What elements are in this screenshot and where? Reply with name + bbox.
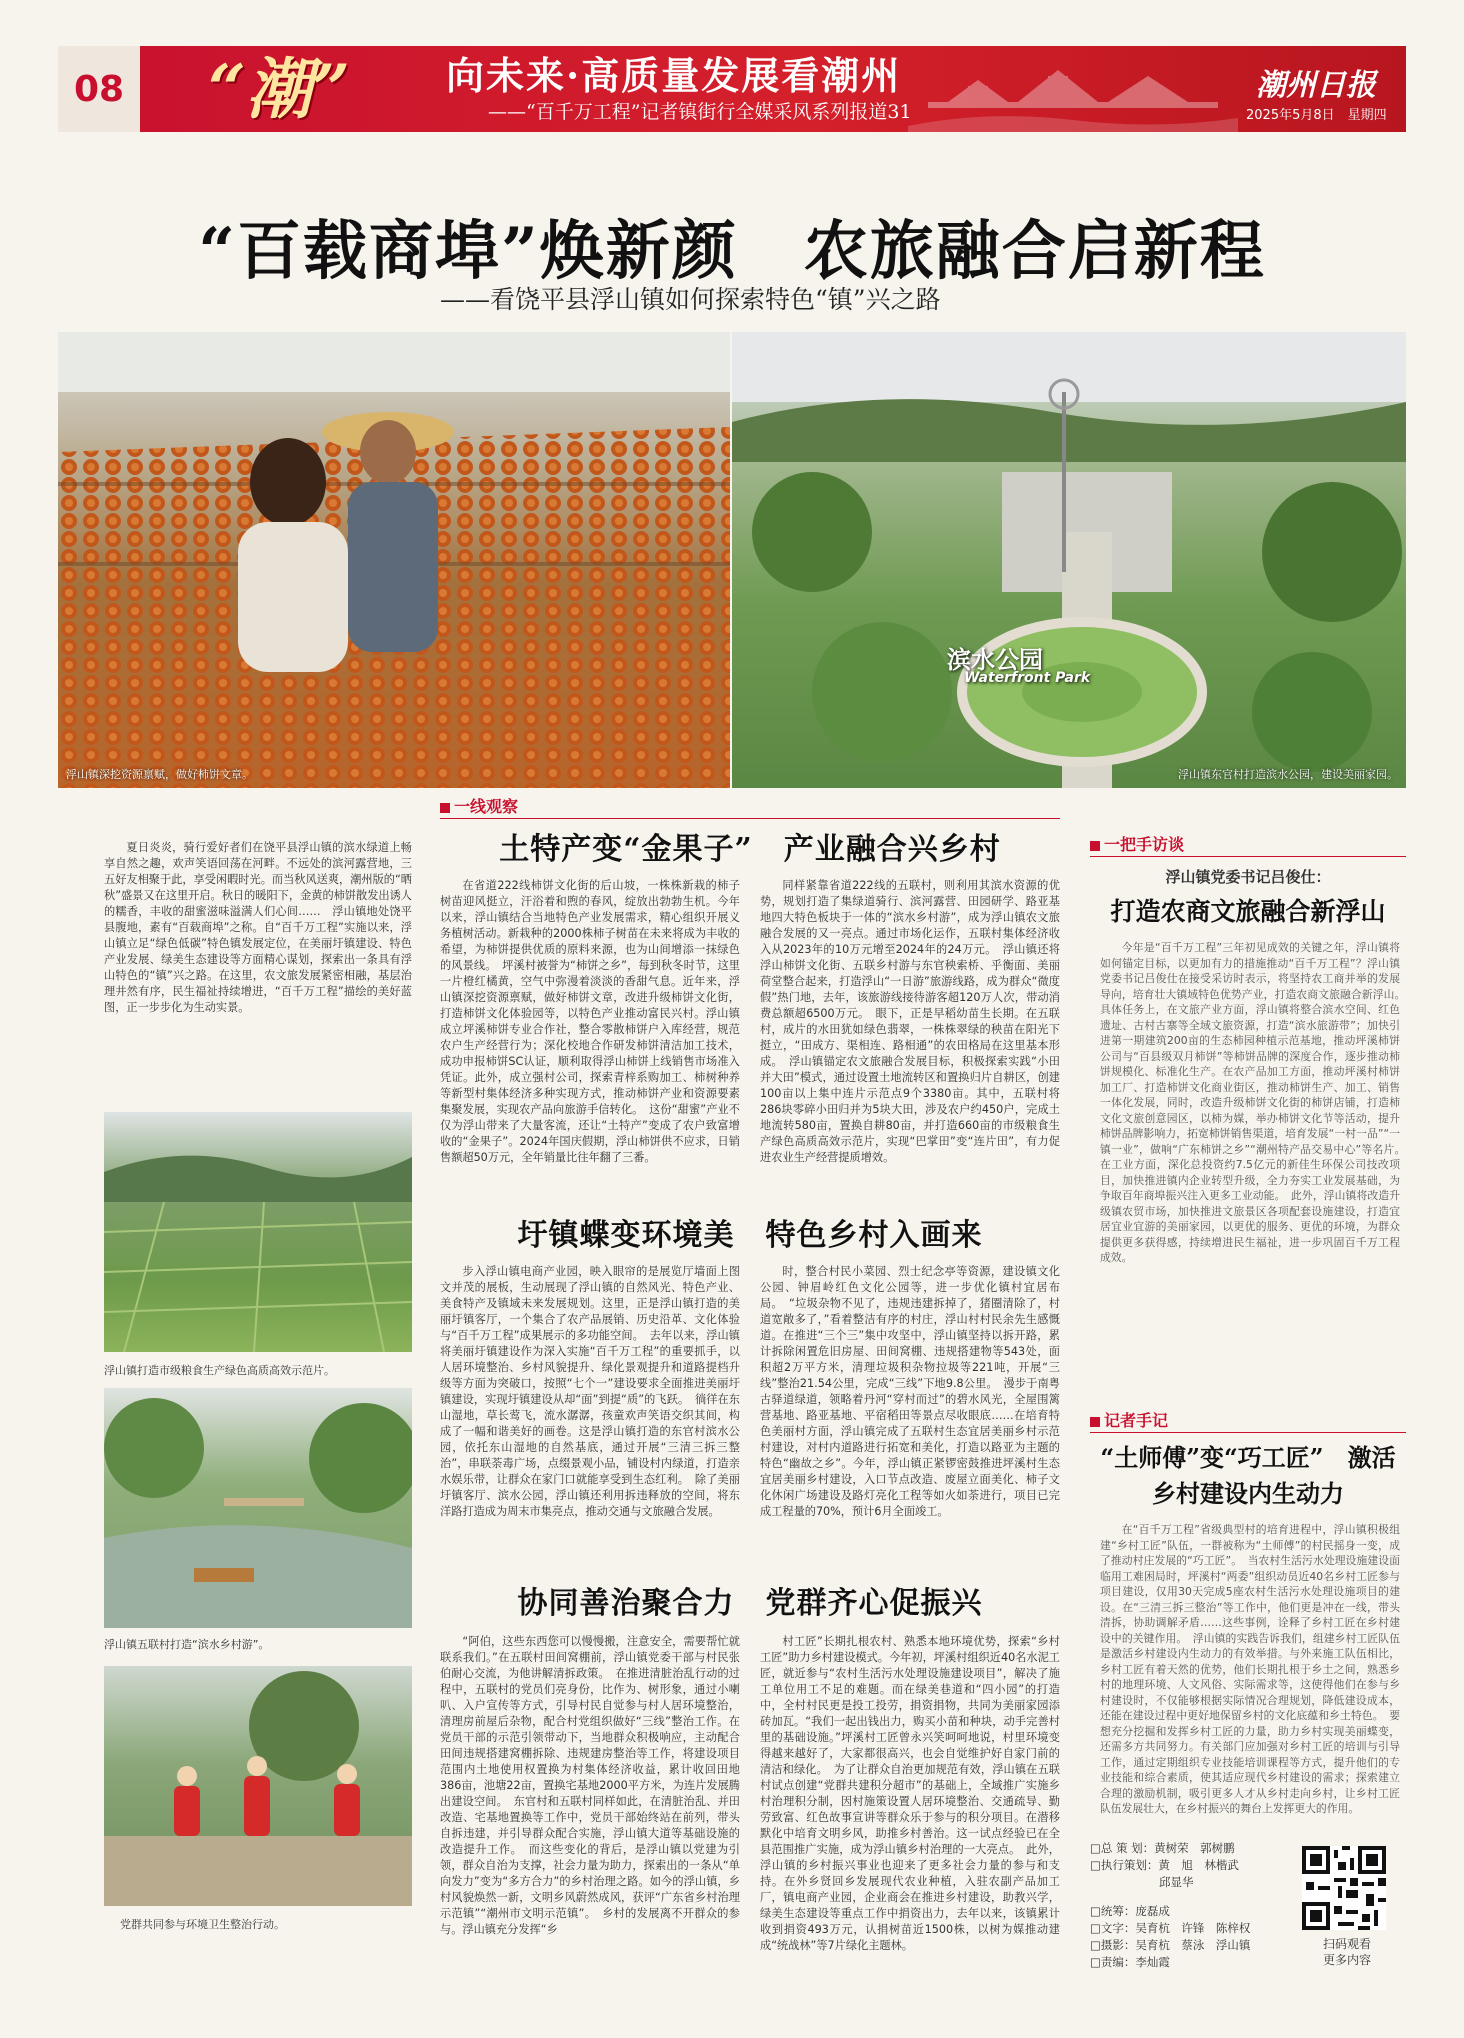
rice-fields-caption: 浮山镇打造市级粮食生产绿色高质高效示范片。 bbox=[104, 1364, 335, 1377]
persimmon-drying-photo bbox=[58, 332, 730, 788]
newspaper-name: 潮州日报 bbox=[1256, 68, 1376, 103]
park-photo-caption: 浮山镇东官村打造滨水公园，建设美丽家园。 bbox=[1178, 768, 1398, 781]
section-tag-frontline: 一线观察 bbox=[440, 794, 518, 817]
main-headline: “百载商埠”焕新颜 农旅融合启新程 bbox=[198, 214, 1266, 289]
riverside-village-photo bbox=[104, 1388, 412, 1628]
interview-body bbox=[1100, 940, 1411, 1266]
series-subtitle: ——“百千万工程”记者镇街行全媒采风系列报道31 bbox=[488, 101, 912, 123]
persimmon-photo-caption: 浮山镇深挖资源禀赋，做好柿饼文章。 bbox=[66, 768, 253, 781]
credit-line: □责编：李灿霞 bbox=[1090, 1955, 1170, 1969]
section-tag-notes: 记者手记 bbox=[1090, 1408, 1168, 1431]
park-sign-chinese: 滨水公园 bbox=[947, 646, 1043, 674]
credit-line: □执行策划：黄 旭 林楷武 bbox=[1090, 1858, 1239, 1872]
section1-col1 bbox=[440, 878, 740, 1166]
interview-speaker: 浮山镇党委书记吕俊仕： bbox=[1165, 868, 1331, 886]
interview-text: 今年是“百千万工程”三年初见成效的关键之年，浮山镇将如何锚定目标，以更加有力的措施推动“百千万工程”？浮山镇党委书记吕俊仕在接受采访时表示，将坚持农工商并举的发展导向，培育壮大镇域特色优势产业，打造农商文旅融合新浮山。 具体任务上，在文旅产业方面，浮山镇将整合滨水空间、红色遗址、古村古寨等全域文旅资源，打造“滨水旅游带”；加快引进第一期建筑200亩的生态柿园种植示范基地，推动坪溪柿饼公司与“百县级双月柿饼”等柿饼品牌的深度合作，逐步推动柿饼规模化、标准化生产。在农产品加工方面，推动坪溪村柿饼加工厂、打造柿饼文化商业街区，推动柿饼生产、加工、销售一体化发展，同时，改造升级柿饼文化街的柿饼店铺，打造柿文化文旅创意园区，以柿为媒，举办柿饼文化节等活动，提升柿饼品牌影响力，拓宽柿饼销售渠道，培育发展“一村一品”“一镇一业”，做响“广东柿饼之乡”“潮州特产品交易中心”等名片。 在工业方面，深化总投资约7.5亿元的新佳生环保公司技改项目，加快推进镇内企业转型升级，全力夯实工业发展基础，为争取百年商埠振兴注入更多工业动能。 此外，浮山镇将改造升级镇农贸市场，加快推进文旅景区各项配套设施建设，打造宜居宜业宜游的美丽家园，以更优的服务、更优的环境，为群众提供更多获得感，持续增进民生福祉，进一步巩固百千万工程成效。 bbox=[1100, 941, 1411, 1264]
qr-pattern-icon bbox=[1302, 1846, 1386, 1930]
section1-title: 土特产变“金果子” 产业融合兴乡村 bbox=[499, 832, 1001, 867]
waterfront-park-photo bbox=[732, 332, 1406, 788]
volunteers-caption: 党群共同参与环境卫生整治行动。 bbox=[120, 1918, 285, 1931]
credits-block bbox=[1090, 1840, 1290, 1971]
credit-line: 邱显华 bbox=[1090, 1875, 1194, 1889]
section3-col2-text: 村工匠”长期扎根农村、熟悉本地环境优势，探索“乡村工匠”助力乡村建设模式。今年初，坪溪村组织近40名水泥工匠，就近参与“农村生活污水处理设施建设项目”，解决了施工单位用工不足的难题。而在绿美巷道和“四小园”的打造中，全村村民更是投工投劳，捐资捐物，共同为美丽家园添砖加瓦。“我们一起出钱出力，购买小苗和种块，动手完善村里的基础设施。”坪溪村工匠曾永兴笑呵呵地说，村里环境变得越来越好了，大家都很高兴，也会自觉维护好自家门前的清洁和绿化。 为了让群众自治更加规范有效，浮山镇在五联村试点创建“党群共建积分超市”的基础上，全域推广实施乡村治理积分制，因村施策设置人居环境整治、交通疏导、勤劳致富、红色故事宣讲等群众乐于参与的积分项目。在潜移默化中培育文明乡风，助推乡村善治。这一试点经验已在全县范围推广实施，成为浮山镇乡村治理的一大亮点。 此外，浮山镇的乡村振兴事业也迎来了更多社会力量的参与和支持。在外乡贤回乡发展现代农业种植，入驻农副产品加工厂，镇电商产业园，企业商会在推进乡村建设，助教兴学，绿美生态建设等重点工作中捐资出力，去年以来，该镇累计收到捐资493万元，认捐树苗近1500株，以树为媒推动建成“统战林”等7片绿化主题林。 bbox=[760, 1635, 1060, 1952]
qr-hint-text: 扫码观看 更多内容 bbox=[1322, 1937, 1371, 1967]
notes-title: “土师傅”变“巧工匠” 激活乡村建设内生动力 bbox=[1100, 1443, 1396, 1508]
masthead-banner bbox=[58, 46, 1406, 132]
section3-col1-text: “阿伯，这些东西您可以慢慢搬，注意安全，需要帮忙就联系我们。”在五联村田间窝棚前，浮山镇党委干部与村民张伯耐心交流，为他讲解清拆政策。 在推进清脏治乱行动的过程中，五联村的党员们亮身份，比作为、树形象，通过小喇叭、入户宣传等方式，引导村民自觉参与村人居环境整治，清理房前屋后杂物，配合村党组织做好“三线”整治工作。在党员干部的示范引领带动下，当地群众积极响应，主动配合田间违规搭建窝棚拆除、违规建房整治等工作，将建设项目范围内土地使用权置换为村集体经济收益，累计收回田地386亩，池塘22亩，置换宅基地2000平方米，为连片发展腾出建设空间。 东官村和五联村同样如此，在清脏治乱、并田改造、宅基地置换等工作中，党员干部始终站在前列，带头自拆违建，并引导群众配合实施，浮山镇大道等基础设施的改造提升工作。 而这些变化的背后，是浮山镇以党建为引领，群众自治为支撑，社会力量为助力，探索出的一条从“单向发力”变为“多方合力”的乡村治理之路。如今的浮山镇，乡村风貌焕然一新，文明乡风蔚然成风，获评“广东省乡村治理示范镇”“潮州市文明示范镇”。 乡村的发展离不开群众的参与。浮山镇充分发挥“乡 bbox=[440, 1635, 740, 1936]
issue-date: 2025年5月8日 星期四 bbox=[1246, 108, 1387, 123]
volunteers-icon bbox=[104, 1666, 412, 1906]
park-sign-english: Waterfront Park bbox=[964, 670, 1091, 686]
section3-col2 bbox=[760, 1634, 1060, 1954]
section3-col1 bbox=[440, 1634, 740, 1938]
sub-headline: ——看饶平县浮山镇如何探索特色“镇”兴之路 bbox=[440, 285, 941, 314]
section-tag-interview: 一把手访谈 bbox=[1090, 832, 1184, 855]
intro-text: 夏日炎炎，骑行爱好者们在饶平县浮山镇的滨水绿道上畅享自然之趣，欢声笑语回荡在河畔。不远处的滨河露营地，三五好友相聚于此，享受闲暇时光。而当秋风送爽，潮州版的“晒秋”盛景又在这里开启。秋日的暖阳下，金黄的柿饼散发出诱人的糯香，丰收的甜蜜滋味溢满人们心间…… 浮山镇地处饶平县腹地，素有“百载商埠”之称。自“百千万工程”实施以来，浮山镇立足“绿色低碳”特色镇发展定位，在美丽圩镇建设、特色产业发展、绿美生态建设等方面精心谋划，探索出一条具有浮山特色的“镇”兴之路。在这里，农文旅发展紧密相融，基层治理井然有序，民生福祉持续增进，“百千万工程”描绘的美好蓝图，正一步步化为生动实景。 bbox=[104, 841, 412, 1014]
credit-line: □摄影：吴育杭 蔡泳 浮山镇 bbox=[1090, 1938, 1251, 1952]
volunteers-photo bbox=[104, 1666, 412, 1906]
section1-col2 bbox=[760, 878, 1060, 1166]
persimmon-scene-icon bbox=[58, 332, 730, 788]
section2-col2 bbox=[760, 1264, 1060, 1520]
park-scene-icon bbox=[732, 332, 1406, 788]
qr-code-icon[interactable] bbox=[1302, 1846, 1386, 1930]
section2-col1-text: 步入浮山镇电商产业园，映入眼帘的是展览厅墙面上图文并茂的展板，生动展现了浮山镇的自然风光、特色产业、美食特产及镇域未来发展规划。这里，正是浮山镇打造的美丽圩镇客厅，一个集合了农产品展销、历史沿革、文化体验与“百千万工程”成果展示的多功能空间。 去年以来，浮山镇将美丽圩镇建设作为深入实施“百千万工程”的重要抓手，以人居环境整治、乡村风貌提升、绿化景观提升和道路提档升级等方面为突破口，按照“七个一”建设要求全面推进美丽圩镇建设，实现圩镇建设从却“面”到提“质”的飞跃。 徜徉在东山湿地，草长莺飞，流水潺潺，孩童欢声笑语交织其间，构成了一幅和谐美好的画卷。这是浮山镇打造的东官村滨水公园，依托东山湿地的自然基底，通过开展“三清三拆三整治”，串联荼毒广场，点缀景观小品，铺设村内绿道，打造亲水娱乐带，让群众在家门口就能享受到生态红利。 除了美丽圩镇客厅、滨水公园，浮山镇还利用拆违释放的空间，将东洋路打造成为周末市集亮点，推动交通与文旅融合发展。 bbox=[440, 1265, 740, 1518]
pavilion-silhouette-icon bbox=[908, 46, 1238, 132]
section1-col2-text: 同样紧靠省道222线的五联村，则利用其滨水资源的优势，规划打造了集绿道骑行、滨河露营、田园研学、路亚基地四大特色板块于一体的“滨水乡村游”，成为浮山镇农文旅融合发展的又一亮点。通过市场化运作，五联村集体经济收入从2023年的10万元增至2024年的24万元。 浮山镇还将浮山柿饼文化街、五联乡村游与东官秧索桥、乎衡面、美丽荷堂整合起来，打造浮山“一日游”旅游线路，成为群众“微度假”热门地，去年，该旅游线接待游客超120万人次，带动消费总额超6500万元。 眼下，正是早稻幼苗生长期。在五联村，成片的水田犹如绿色翡翠，一株株翠绿的秧苗在阳光下挺立，“田成方、渠相连、路相通”的农田格局在这里基本形成。 浮山镇锚定农文旅融合发展目标，积极探索实践“小田并大田”模式，通过设置土地流转区和置换归片自耕区，创建100亩以上集中连片示范点9个3380亩。其中，五联村将286块零碎小田归并为5块大田，涉及农户约450户，完成土地流转580亩，置换自耕80亩，并打造660亩的市级粮食生产绿色高质高效示范片，实现“巴掌田”变“连片田”，有力促进农业生产经营提质增效。 bbox=[760, 879, 1060, 1164]
section1-col1-text: 在省道222线柿饼文化街的后山坡，一株株新栽的柿子树苗迎风挺立，汗浴着和煦的春风，绽放出勃勃生机。今年以来，浮山镇结合当地特色产业发展需求，精心组织开展义务植树活动。新栽种的2000株柿子树苗在未来将成为丰收的希望，为柿饼提供优质的原料来源，也为山间增添一抹绿色的风景线。 坪溪村被誉为“柿饼之乡”，每到秋冬时节，这里一片橙红橘黄，空气中弥漫着淡淡的香甜气息。近年来，浮山镇深挖资源禀赋，做好柿饼文章，改进升级柿饼文化街，打造柿饼文化体验园等，以特色产业推动富民兴村。浮山镇成立坪溪柿饼专业合作社，整合零散柿饼户入库经营，规范农户生产经营行为；深化校地合作研发柿饼清洁加工技术，成功申报柿饼SC认证，顺利取得浮山柿饼上线销售市场准入凭证。此外，成立强村公司，探索青梓系购加工、柿树种养等新型村集体经济多种实现方式，推动柿饼产业和资源要素集聚发展，实现农产品向旅游手信转化。 这份“甜蜜”产业不仅为浮山带来了大量客流，还让“土特产”变成了农户致富增收的“金果子”。2024年国庆假期，浮山柿饼供不应求，日销售额超50万元，全年销量比往年翻了三番。 bbox=[440, 879, 740, 1164]
section3-title: 协同善治聚合力 党群齐心促振兴 bbox=[517, 1586, 983, 1621]
chao-logo-text: “潮” bbox=[208, 50, 350, 128]
credit-line: □统筹：庞磊成 bbox=[1090, 1904, 1170, 1918]
section2-col1 bbox=[440, 1264, 740, 1520]
interview-title: 打造农商文旅融合新浮山 bbox=[1110, 897, 1386, 926]
riverside-caption: 浮山镇五联村打造“滨水乡村游”。 bbox=[104, 1638, 270, 1651]
notes-text: 在“百千万工程”省级典型村的培育进程中，浮山镇积极组建“乡村工匠”队伍，一群被称为“土师傅”的村民摇身一变，成了推动村庄发展的“巧工匠”。 当农村生活污水处理设施建设面临用工难困局时，坪溪村“两委”组织动员近40名乡村工匠参与项目建设，仅用30天完成5座农村生活污水处理设施项目的建设。在“三清三拆三整治”等工作中，他们更是冲在一线，带头清拆，协助调解矛盾……这些事例，诠释了乡村工匠在乡村建设中的关键作用。 浮山镇的实践告诉我们，组建乡村工匠队伍是激活乡村建设内生动力的有效举措。与外来施工队伍相比，乡村工匠有着天然的优势，他们长期扎根于乡土之间，熟悉乡村的地理环境、人文风俗、实际需求等，这使得他们在参与乡村建设时，不仅能够根据实际情况合理规划，降低建设成本，还能在建设过程中更好地保留乡村的文化底蕴和乡土特色。 要想充分挖掘和发挥乡村工匠的力量，助力乡村实现美丽蝶变，还需多方共同努力。有关部门应加强对乡村工匠的培训与引导工作，通过定期组织专业技能培训课程等方式，提升他们的专业技能和综合素质，使其适应现代乡村建设的需求；探索建立合理的激励机制，吸引更多人才从乡村走向乡村，让乡村工匠队伍发展壮大，在乡村振兴的舞台上发挥更大的作用。 bbox=[1100, 1523, 1400, 1815]
intro-paragraph bbox=[104, 840, 412, 1016]
section2-title: 圩镇蝶变环境美 特色乡村入画来 bbox=[517, 1218, 983, 1253]
section2-col2-text: 时，整合村民小菜园、烈士纪念亭等资源，建设镇文化公园、钟眉岭红色文化公园等，进一步优化镇村宜居布局。 “垃圾杂物不见了，违规违建拆掉了，猪圈清除了，村道宽敞多了，”看着整洁有序的村庄，浮山村村民余先生感慨道。在推进“三个三”集中攻坚中，浮山镇坚持以拆开路，累计拆除闲置危旧房屋、田间窝棚、违规搭建物等543处，面积超2万平方米，清理垃圾积杂物拉圾等221吨，开展“三线”整治21.54公里，完成“三线”下地9.8公里。 漫步于南粤古驿道绿道，领略着丹河“穿村而过”的碧水风光，全屋围篱营基地、路亚基地、平宿稻田等景点尽收眼底……在培育特色美丽村方面，浮山镇完成了五联村生态宜居美丽乡村示范村建设，对村内道路进行拓宽和美化，打造以路亚为主题的特色“幽故之乡”。今年，浮山镇正紧锣密鼓推进坪溪村生态宜居美丽乡村建设，入口节点改造、废屋立面美化、柿子文化休闲广场建设及路灯亮化工程等如火如荼进行，项目已完成工程量的70%，预计6月全面竣工。 bbox=[760, 1265, 1060, 1518]
river-scene-icon bbox=[104, 1388, 412, 1628]
rice-fields-photo bbox=[104, 1112, 412, 1352]
notes-rule bbox=[1090, 1432, 1406, 1433]
section-rule bbox=[440, 818, 1060, 819]
notes-body bbox=[1100, 1522, 1400, 1817]
series-title: 向未来·高质量发展看潮州 bbox=[446, 53, 902, 98]
rice-fields-icon bbox=[104, 1112, 412, 1352]
page-number: 08 bbox=[58, 46, 140, 132]
credit-line: □文字：吴育杭 许锋 陈梓权 bbox=[1090, 1921, 1251, 1935]
interview-rule bbox=[1090, 856, 1406, 857]
credit-line: □总 策 划：黄树荣 郭树鹏 bbox=[1090, 1841, 1235, 1855]
